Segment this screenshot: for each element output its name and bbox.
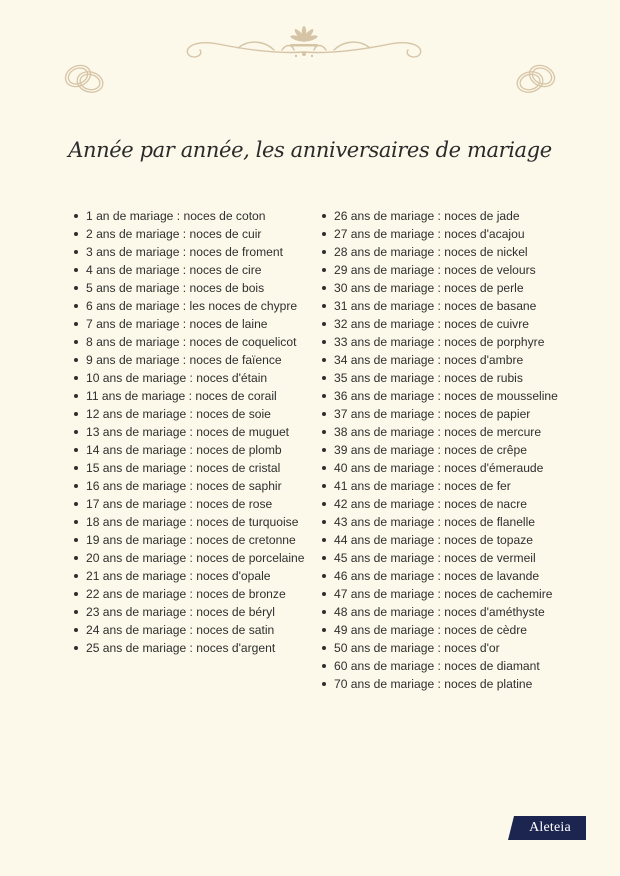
list-item <box>72 459 312 477</box>
bullet-icon <box>322 556 326 560</box>
bullet-icon <box>322 502 326 506</box>
list-item-text: 8 ans de mariage : noces de coquelicot <box>86 335 297 349</box>
list-item <box>72 639 312 657</box>
list-item-text: 60 ans de mariage : noces de diamant <box>334 659 540 673</box>
bullet-icon <box>74 412 78 416</box>
bullet-icon <box>74 214 78 218</box>
bullet-icon <box>322 610 326 614</box>
list-item <box>72 405 312 423</box>
list-item <box>72 315 312 333</box>
list-item-text: 48 ans de mariage : noces d'améthyste <box>334 605 545 619</box>
list-item-text: 47 ans de mariage : noces de cachemire <box>334 587 553 601</box>
bullet-icon <box>322 628 326 632</box>
list-item-text: 2 ans de mariage : noces de cuir <box>86 227 262 241</box>
bullet-icon <box>322 268 326 272</box>
list-item-text: 16 ans de mariage : noces de saphir <box>86 479 282 493</box>
bullet-icon <box>322 574 326 578</box>
list-item <box>72 513 312 531</box>
list-item-text: 11 ans de mariage : noces de corail <box>86 389 277 403</box>
bullet-icon <box>322 412 326 416</box>
list-item-text: 33 ans de mariage : noces de porphyre <box>334 335 545 349</box>
list-item-text: 15 ans de mariage : noces de cristal <box>86 461 281 475</box>
bullet-icon <box>322 466 326 470</box>
list-item-text: 49 ans de mariage : noces de cèdre <box>334 623 527 637</box>
list-item <box>320 405 570 423</box>
list-item-text: 46 ans de mariage : noces de lavande <box>334 569 540 583</box>
page-title: Année par année, les anniversaires de mariage <box>68 138 552 162</box>
list-item <box>320 675 570 693</box>
bullet-icon <box>322 484 326 488</box>
brand-name: Aleteia <box>529 820 571 835</box>
bullet-icon <box>322 448 326 452</box>
bullet-icon <box>322 592 326 596</box>
list-item <box>320 549 570 567</box>
list-item-text: 24 ans de mariage : noces de satin <box>86 623 275 637</box>
list-item <box>320 369 570 387</box>
bullet-icon <box>74 610 78 614</box>
list-item <box>320 279 570 297</box>
list-item-text: 7 ans de mariage : noces de laine <box>86 317 268 331</box>
bullet-icon <box>322 376 326 380</box>
bullet-icon <box>74 466 78 470</box>
wedding-rings-icon <box>60 60 108 98</box>
bullet-icon <box>74 556 78 560</box>
list-item <box>72 351 312 369</box>
list-item <box>320 261 570 279</box>
list-item-text: 23 ans de mariage : noces de béryl <box>86 605 275 619</box>
list-item-text: 29 ans de mariage : noces de velours <box>334 263 536 277</box>
list-item-text: 44 ans de mariage : noces de topaze <box>334 533 534 547</box>
list-item <box>320 639 570 657</box>
list-item-text: 45 ans de mariage : noces de vermeil <box>334 551 536 565</box>
bullet-icon <box>322 664 326 668</box>
bullet-icon <box>74 358 78 362</box>
list-item-text: 13 ans de mariage : noces de muguet <box>86 425 290 439</box>
list-item <box>320 621 570 639</box>
list-item-text: 4 ans de mariage : noces de cire <box>86 263 262 277</box>
bullet-icon <box>322 286 326 290</box>
list-item-text: 43 ans de mariage : noces de flanelle <box>334 515 536 529</box>
list-item-text: 21 ans de mariage : noces d'opale <box>86 569 271 583</box>
bullet-icon <box>322 538 326 542</box>
bullet-icon <box>74 322 78 326</box>
bullet-icon <box>322 682 326 686</box>
list-item <box>320 423 570 441</box>
floral-flourish-icon <box>178 24 430 64</box>
list-item <box>320 207 570 225</box>
list-item <box>320 477 570 495</box>
list-item <box>320 495 570 513</box>
bullet-icon <box>74 574 78 578</box>
bullet-icon <box>322 340 326 344</box>
list-item <box>72 477 312 495</box>
list-item-text: 30 ans de mariage : noces de perle <box>334 281 524 295</box>
list-item <box>320 333 570 351</box>
bullet-icon <box>74 232 78 236</box>
list-item <box>320 297 570 315</box>
list-item-text: 14 ans de mariage : noces de plomb <box>86 443 282 457</box>
bullet-icon <box>74 448 78 452</box>
list-item <box>320 513 570 531</box>
list-item <box>72 567 312 585</box>
list-item <box>320 315 570 333</box>
list-item-text: 28 ans de mariage : noces de nickel <box>334 245 528 259</box>
bullet-icon <box>74 250 78 254</box>
list-item-text: 70 ans de mariage : noces de platine <box>334 677 533 691</box>
bullet-icon <box>74 268 78 272</box>
list-item-text: 26 ans de mariage : noces de jade <box>334 209 520 223</box>
list-item <box>320 531 570 549</box>
list-item-text: 20 ans de mariage : noces de porcelaine <box>86 551 305 565</box>
list-item <box>72 549 312 567</box>
bullet-icon <box>74 376 78 380</box>
list-item <box>72 369 312 387</box>
list-item <box>72 297 312 315</box>
list-item-text: 34 ans de mariage : noces d'ambre <box>334 353 524 367</box>
bullet-icon <box>74 502 78 506</box>
list-item <box>72 423 312 441</box>
list-item <box>72 531 312 549</box>
list-item-text: 36 ans de mariage : noces de mousseline <box>334 389 558 403</box>
list-item <box>320 243 570 261</box>
bullet-icon <box>74 592 78 596</box>
list-item <box>320 225 570 243</box>
bullet-icon <box>74 430 78 434</box>
list-item-text: 38 ans de mariage : noces de mercure <box>334 425 542 439</box>
bullet-icon <box>74 484 78 488</box>
list-item-text: 35 ans de mariage : noces de rubis <box>334 371 523 385</box>
list-item <box>72 585 312 603</box>
anniversary-list-left <box>72 207 312 657</box>
list-item <box>72 387 312 405</box>
bullet-icon <box>74 286 78 290</box>
list-item <box>320 585 570 603</box>
bullet-icon <box>74 538 78 542</box>
list-item-text: 22 ans de mariage : noces de bronze <box>86 587 286 601</box>
list-item-text: 5 ans de mariage : noces de bois <box>86 281 265 295</box>
bullet-icon <box>74 646 78 650</box>
list-item <box>72 261 312 279</box>
brand-logo[interactable] <box>514 816 586 840</box>
list-item <box>72 207 312 225</box>
list-item-text: 50 ans de mariage : noces d'or <box>334 641 500 655</box>
bullet-icon <box>322 322 326 326</box>
list-item-text: 6 ans de mariage : les noces de chypre <box>86 299 298 313</box>
bullet-icon <box>74 628 78 632</box>
anniversary-list-right <box>320 207 570 693</box>
bullet-icon <box>74 304 78 308</box>
list-item <box>72 621 312 639</box>
list-item <box>320 351 570 369</box>
bullet-icon <box>322 520 326 524</box>
list-item-text: 18 ans de mariage : noces de turquoise <box>86 515 299 529</box>
list-item <box>320 387 570 405</box>
list-item <box>320 567 570 585</box>
list-item-text: 12 ans de mariage : noces de soie <box>86 407 271 421</box>
list-item-text: 25 ans de mariage : noces d'argent <box>86 641 276 655</box>
list-item-text: 31 ans de mariage : noces de basane <box>334 299 537 313</box>
list-item-text: 27 ans de mariage : noces d'acajou <box>334 227 525 241</box>
list-item-text: 39 ans de mariage : noces de crêpe <box>334 443 527 457</box>
bullet-icon <box>322 250 326 254</box>
list-item <box>72 225 312 243</box>
bullet-icon <box>322 358 326 362</box>
list-item-text: 17 ans de mariage : noces de rose <box>86 497 273 511</box>
list-item <box>320 459 570 477</box>
bullet-icon <box>322 214 326 218</box>
list-item-text: 32 ans de mariage : noces de cuivre <box>334 317 529 331</box>
bullet-icon <box>322 394 326 398</box>
list-item <box>72 333 312 351</box>
list-item-text: 1 an de mariage : noces de coton <box>86 209 266 223</box>
wedding-rings-icon <box>512 60 560 98</box>
bullet-icon <box>74 394 78 398</box>
bullet-icon <box>74 520 78 524</box>
list-item <box>72 279 312 297</box>
list-item-text: 40 ans de mariage : noces d'émeraude <box>334 461 544 475</box>
list-item-text: 3 ans de mariage : noces de froment <box>86 245 283 259</box>
list-item-text: 10 ans de mariage : noces d'étain <box>86 371 268 385</box>
list-item <box>72 603 312 621</box>
list-item-text: 42 ans de mariage : noces de nacre <box>334 497 527 511</box>
list-item-text: 19 ans de mariage : noces de cretonne <box>86 533 296 547</box>
bullet-icon <box>322 304 326 308</box>
list-item-text: 41 ans de mariage : noces de fer <box>334 479 511 493</box>
list-item <box>72 441 312 459</box>
list-item <box>320 441 570 459</box>
bullet-icon <box>74 340 78 344</box>
list-item <box>72 243 312 261</box>
list-item-text: 9 ans de mariage : noces de faïence <box>86 353 282 367</box>
bullet-icon <box>322 430 326 434</box>
list-item <box>320 603 570 621</box>
bullet-icon <box>322 232 326 236</box>
list-item <box>72 495 312 513</box>
list-item <box>320 657 570 675</box>
bullet-icon <box>322 646 326 650</box>
list-item-text: 37 ans de mariage : noces de papier <box>334 407 531 421</box>
